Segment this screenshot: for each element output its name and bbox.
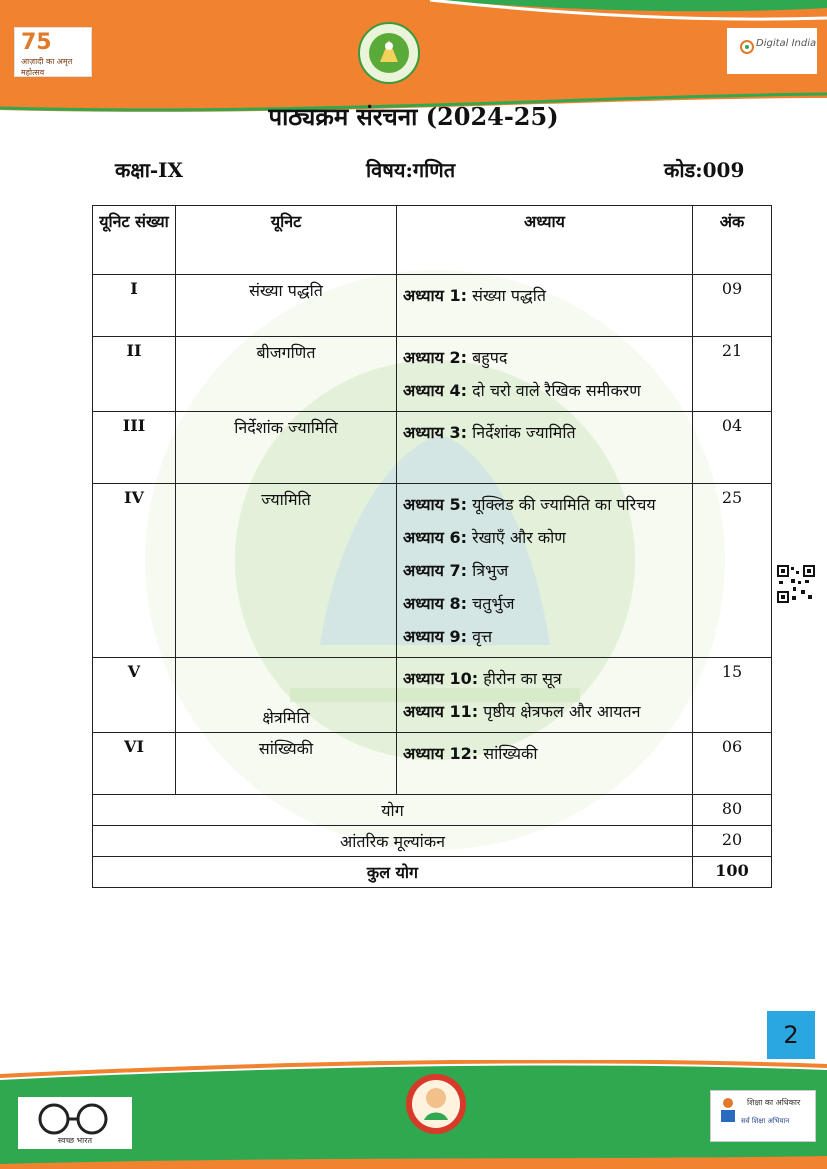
table-row — [93, 412, 772, 484]
logo-caption: आज़ादी का अमृत महोत्सव — [21, 57, 73, 77]
syllabus-table — [92, 205, 772, 888]
swachh-bharat-logo — [18, 1097, 132, 1149]
table-row — [93, 275, 772, 337]
header-unit: यूनिट — [176, 206, 397, 275]
header-marks: अंक — [693, 206, 772, 275]
unit-name: निर्देशांक ज्यामिति — [176, 412, 397, 484]
unit-name: क्षेत्रमिति — [176, 658, 397, 733]
chapter-item: अध्याय 10: हीरोन का सूत्र — [403, 669, 562, 688]
chapter-item: अध्याय 11: पृष्ठीय क्षेत्रफल और आयतन — [403, 702, 641, 721]
table-row — [93, 733, 772, 795]
chapter-item: अध्याय 5: यूक्लिड की ज्यामिति का परिचय — [403, 495, 656, 514]
internal-label: आंतरिक मूल्यांकन — [93, 826, 693, 857]
chapter-list — [397, 275, 693, 337]
unit-marks: 25 — [693, 484, 772, 658]
table-row — [93, 484, 772, 658]
total-row — [93, 795, 772, 826]
swachh-bharat-text: स्वच्छ भारत — [57, 1136, 93, 1145]
beti-bachao-logo — [404, 1068, 468, 1148]
unit-number: III — [93, 412, 176, 484]
subject-label: विषय:गणित — [366, 158, 456, 182]
chapter-item: अध्याय 6: रेखाएँ और कोण — [403, 528, 566, 547]
chapter-item: अध्याय 2: बहुपद — [403, 348, 508, 367]
page-number-badge: 2 — [767, 1011, 815, 1059]
chapter-item: अध्याय 8: चतुर्भुज — [403, 594, 515, 613]
qr-code-icon — [777, 565, 815, 603]
unit-number: V — [93, 658, 176, 733]
chapter-item: अध्याय 3: निर्देशांक ज्यामिति — [403, 423, 576, 442]
ssa-text: सर्व शिक्षा अभियान — [741, 1117, 790, 1125]
class-label: कक्षा-IX — [115, 158, 184, 182]
chapter-list — [397, 484, 693, 658]
table-row — [93, 658, 772, 733]
code-label: कोड:009 — [664, 158, 745, 182]
digital-india-text: Digital India — [756, 38, 817, 49]
unit-name: सांख्यिकी — [176, 733, 397, 795]
internal-row — [93, 826, 772, 857]
digital-india-icon — [740, 40, 754, 54]
chapter-list — [397, 337, 693, 412]
header-chapter: अध्याय — [397, 206, 693, 275]
table-row — [93, 337, 772, 412]
grand-total-row — [93, 857, 772, 888]
header-unit-number: यूनिट संख्या — [93, 206, 176, 275]
chapter-item: अध्याय 12: सांख्यिकी — [403, 744, 538, 763]
chapter-list — [397, 658, 693, 733]
page-title: पाठ्यक्रम संरचना (2024-25) — [268, 102, 559, 131]
chapter-list — [397, 412, 693, 484]
rte-title: शिक्षा का अधिकार — [747, 1098, 801, 1107]
table-header-row — [93, 206, 772, 275]
board-seal-icon — [358, 22, 420, 84]
chapter-item: अध्याय 9: वृत्त — [403, 627, 493, 646]
unit-marks: 15 — [693, 658, 772, 733]
sarva-shiksha-logo — [710, 1090, 816, 1142]
chapter-item: अध्याय 4: दो चरो वाले रैखिक समीकरण — [403, 381, 641, 400]
unit-name: बीजगणित — [176, 337, 397, 412]
chapter-list — [397, 733, 693, 795]
children-reading-icon — [715, 1095, 741, 1125]
unit-name: ज्यामिति — [176, 484, 397, 658]
unit-name: संख्या पद्धति — [176, 275, 397, 337]
grand-total-value: 100 — [693, 857, 772, 888]
unit-number: II — [93, 337, 176, 412]
internal-value: 20 — [693, 826, 772, 857]
unit-number: VI — [93, 733, 176, 795]
unit-marks: 04 — [693, 412, 772, 484]
unit-marks: 06 — [693, 733, 772, 795]
logo-75-text: 75 — [21, 30, 52, 55]
azadi-amrit-mahotsav-logo — [14, 27, 92, 77]
chapter-item: अध्याय 7: त्रिभुज — [403, 561, 509, 580]
unit-marks: 21 — [693, 337, 772, 412]
unit-marks: 09 — [693, 275, 772, 337]
chapter-item: अध्याय 1: संख्या पद्धति — [403, 286, 546, 305]
unit-number: I — [93, 275, 176, 337]
total-value: 80 — [693, 795, 772, 826]
unit-number: IV — [93, 484, 176, 658]
total-label: योग — [93, 795, 693, 826]
grand-total-label: कुल योग — [93, 857, 693, 888]
